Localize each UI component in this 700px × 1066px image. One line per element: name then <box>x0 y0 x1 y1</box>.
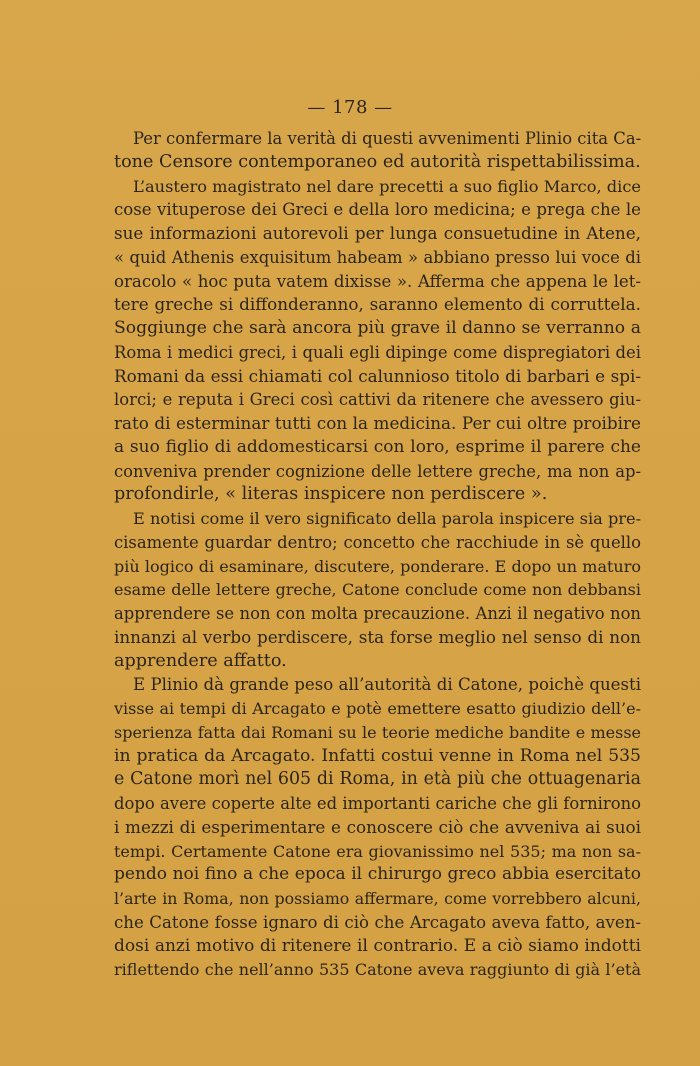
text-line: l’arte in Roma, non possiamo affermare, come vorrebbero alcuni, <box>114 889 641 908</box>
text-line: innanzi al verbo perdiscere, sta forse meglio nel senso di non <box>114 626 641 647</box>
text-line: riflettendo che nell’anno 535 Catone aveva raggiunto di già l’età <box>114 960 641 980</box>
text-line: tere greche si diffonderanno, saranno elemento di corruttela. <box>114 294 641 315</box>
text-line: in pratica da Arcagato. Infatti costui venne in Roma nel 535 <box>114 745 641 766</box>
text-line: oracolo « hoc puta vatem dixisse ». Afferma che appena le let- <box>114 271 641 291</box>
text-line: lorci; e reputa i Greci così cattivi da ritenere che avessero giu- <box>114 390 641 410</box>
text-line: che Catone fosse ignaro di ciò che Arcagato aveva fatto, aven- <box>114 912 641 932</box>
text-line: e Catone morì nel 605 di Roma, in età più che ottuagenaria <box>114 769 641 790</box>
text-line: cose vituperose dei Greci e della loro medicina; e prega che le <box>114 200 641 220</box>
text-line: L’austero magistrato nel dare precetti a suo figlio Marco, dice <box>133 176 641 196</box>
text-line: sperienza fatta dai Romani su le teorie mediche bandite e messe <box>114 722 641 742</box>
text-line: apprendere affatto. <box>114 650 287 671</box>
text-line: apprendere se non con molta precauzione. Anzi il negativo non <box>114 604 641 623</box>
text-line: esame delle lettere greche, Catone conclude come non debbansi <box>114 580 641 600</box>
text-line: a suo figlio di addomesticarsi con loro, esprime il parere che <box>114 436 641 457</box>
text-line: « quid Athenis exquisitum habeam » abbiano presso lui voce di <box>114 247 641 267</box>
text-line: Soggiunge che sarà ancora più grave il danno se verranno a <box>114 318 641 338</box>
text-line: conveniva prender cognizione delle lettere greche, ma non ap- <box>114 461 641 481</box>
text-line: i mezzi di esperimentare e conoscere ciò che avveniva ai suoi <box>114 816 641 837</box>
body-text <box>114 127 641 982</box>
text-line: più logico di esaminare, discutere, ponderare. E dopo un maturo <box>114 556 641 576</box>
text-line: E notisi come il vero significato della parola inspicere sia pre- <box>133 509 641 528</box>
text-line: Per confermare la verità di questi avvenimenti Plinio cita Ca- <box>133 129 641 148</box>
text-line: Roma i medici greci, i quali egli dipinge come dispregiatori dei <box>114 342 641 362</box>
text-line: visse ai tempi di Arcagato e potè emettere esatto giudizio dell’e- <box>114 699 641 718</box>
text-line: tone Censore contemporaneo ed autorità rispettabilissima. <box>114 151 641 172</box>
text-line: tempi. Certamente Catone era giovanissimo nel 535; ma non sa- <box>114 841 641 861</box>
text-line: cisamente guardar dentro; concetto che racchiude in sè quello <box>114 532 641 552</box>
text-line: dosi anzi motivo di ritenere il contrario. E a ciò siamo indotti <box>114 935 641 956</box>
text-line: profondirle, « literas inspicere non perdiscere ». <box>114 484 548 505</box>
text-line: sue informazioni autorevoli per lunga consuetudine in Atene, <box>114 223 641 243</box>
page-number: — 178 — <box>307 97 393 118</box>
text-line: E Plinio dà grande peso all’autorità di Catone, poichè questi <box>133 675 641 695</box>
text-line: dopo avere coperte alte ed importanti cariche che gli fornirono <box>114 794 641 813</box>
text-line: pendo noi fino a che epoca il chirurgo greco abbia esercitato <box>114 864 641 885</box>
text-line: Romani da essi chiamati col calunnioso titolo di barbari e spi- <box>114 365 641 386</box>
text-line: rato di esterminar tutti con la medicina. Per cui oltre proibire <box>114 413 641 433</box>
